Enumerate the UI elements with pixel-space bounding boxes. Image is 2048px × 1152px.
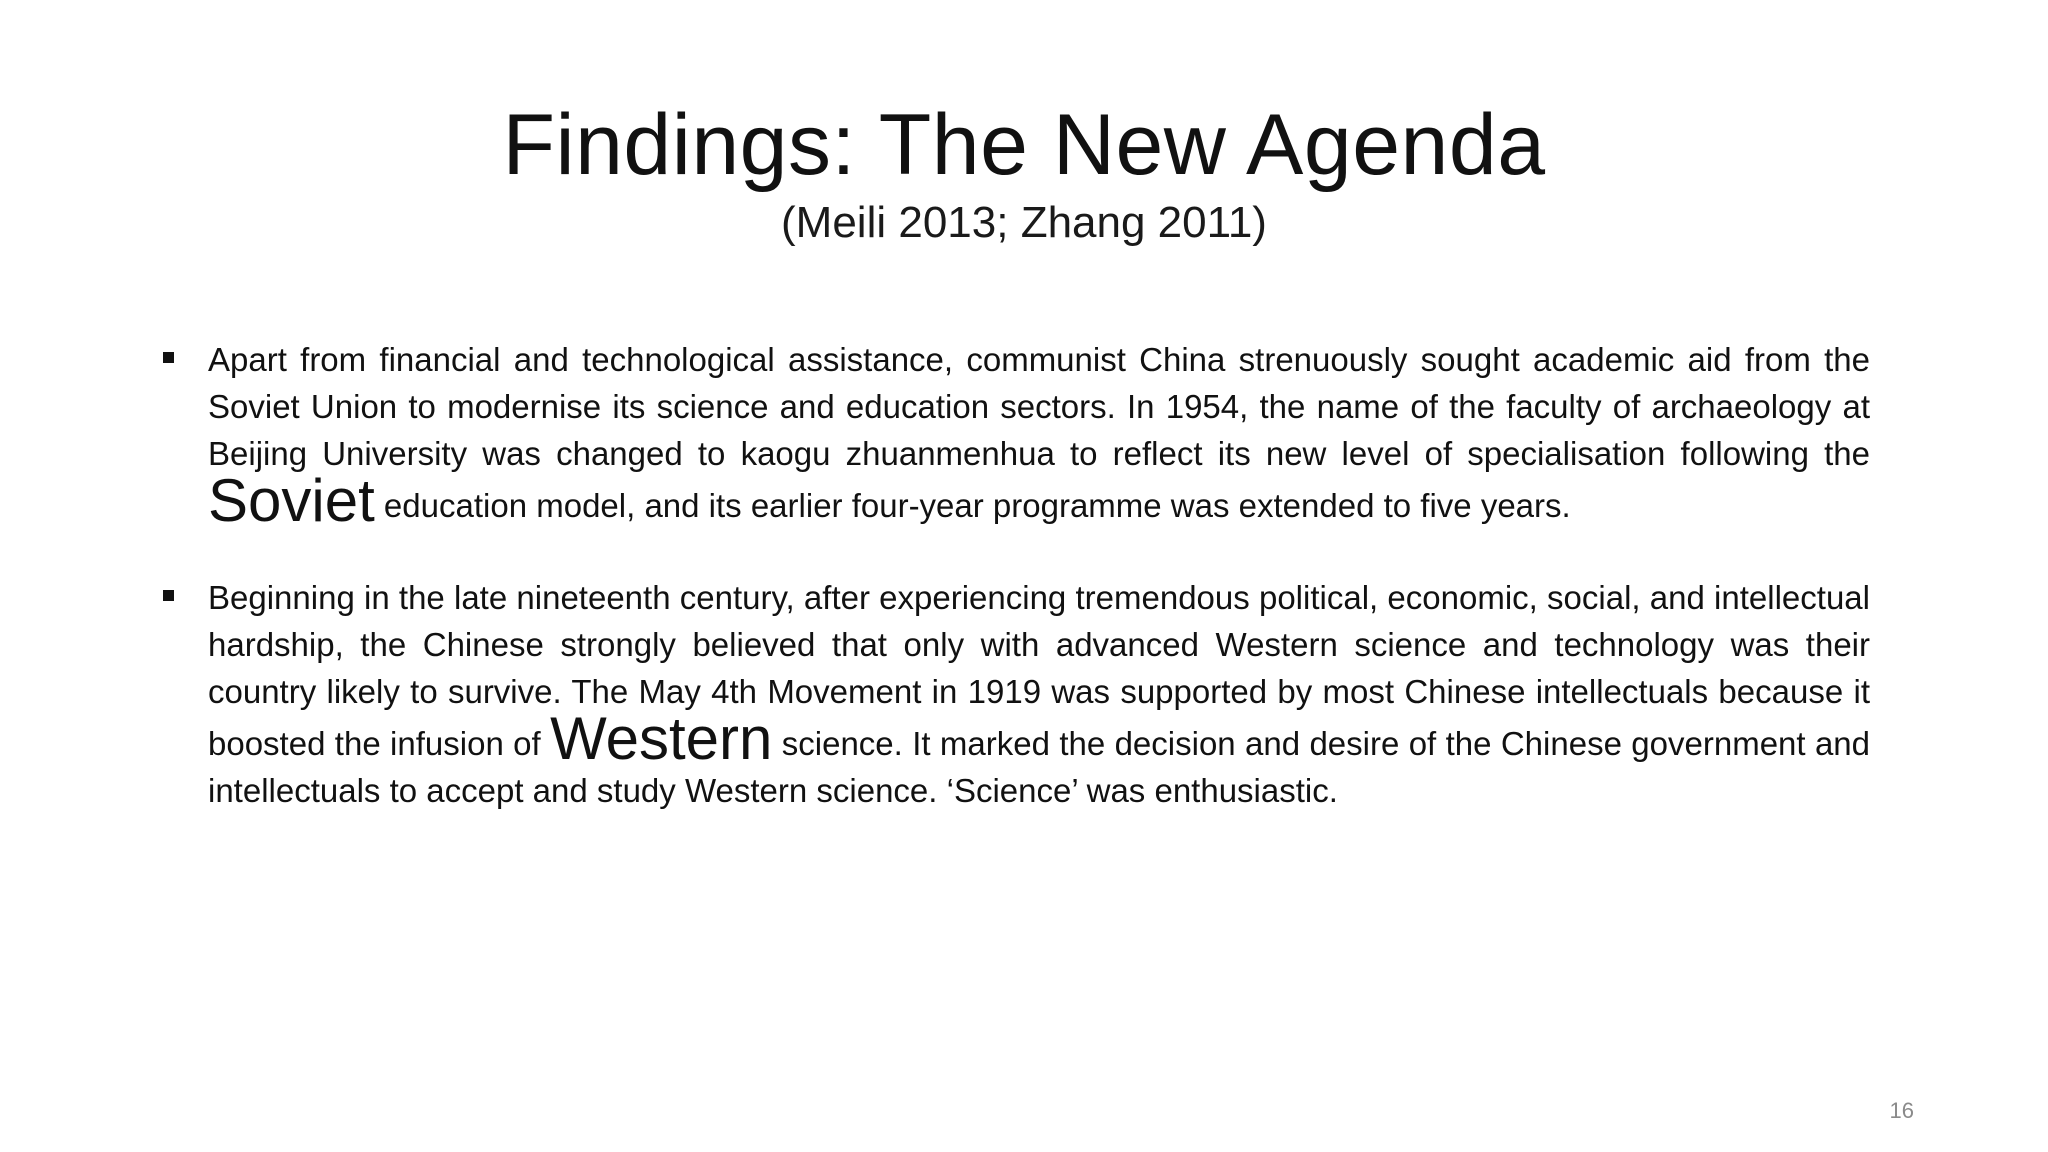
bullet-text-before: Apart from financial and technological assistance, communist China strenuously sought academic aid from the Soviet Union to modernise its science and education sectors. In 1954, the name of the faculty of archaeology at Beijing University was changed to kaogu zhuanmenhua to reflect its new level of specialisation following the [208, 341, 1870, 472]
bullet-item [158, 336, 1870, 534]
slide-subtitle: (Meili 2013; Zhang 2011) [781, 198, 1267, 247]
bullet-list [158, 336, 1870, 814]
square-bullet-icon [163, 352, 174, 363]
bullet-text-before: Beginning in the late nineteenth century, after experiencing tremendous political, economic, social, and intellectual hardship, the Chinese strongly believed that only with advanced Western science and technology was their country likely to survive. The May 4th Movement in 1919 was supported by most Chinese intellectuals because it boosted the infusion of [208, 579, 1870, 762]
bullet-text-after: education model, and its earlier four-year programme was extended to five years. [374, 487, 1571, 524]
square-bullet-icon [163, 590, 174, 601]
bullet-emphasis-word: Soviet [208, 467, 375, 534]
bullet-text-after: science. It marked the decision and desire of the Chinese government and intellectuals to accept and study Western science. ‘Science’ was enthusiastic. [208, 725, 1871, 809]
bullet-emphasis-word: Western [550, 705, 773, 772]
page-number: 16 [1889, 1098, 1914, 1123]
bullet-item [158, 574, 1870, 814]
slide-title: Findings: The New Agenda [502, 97, 1546, 193]
